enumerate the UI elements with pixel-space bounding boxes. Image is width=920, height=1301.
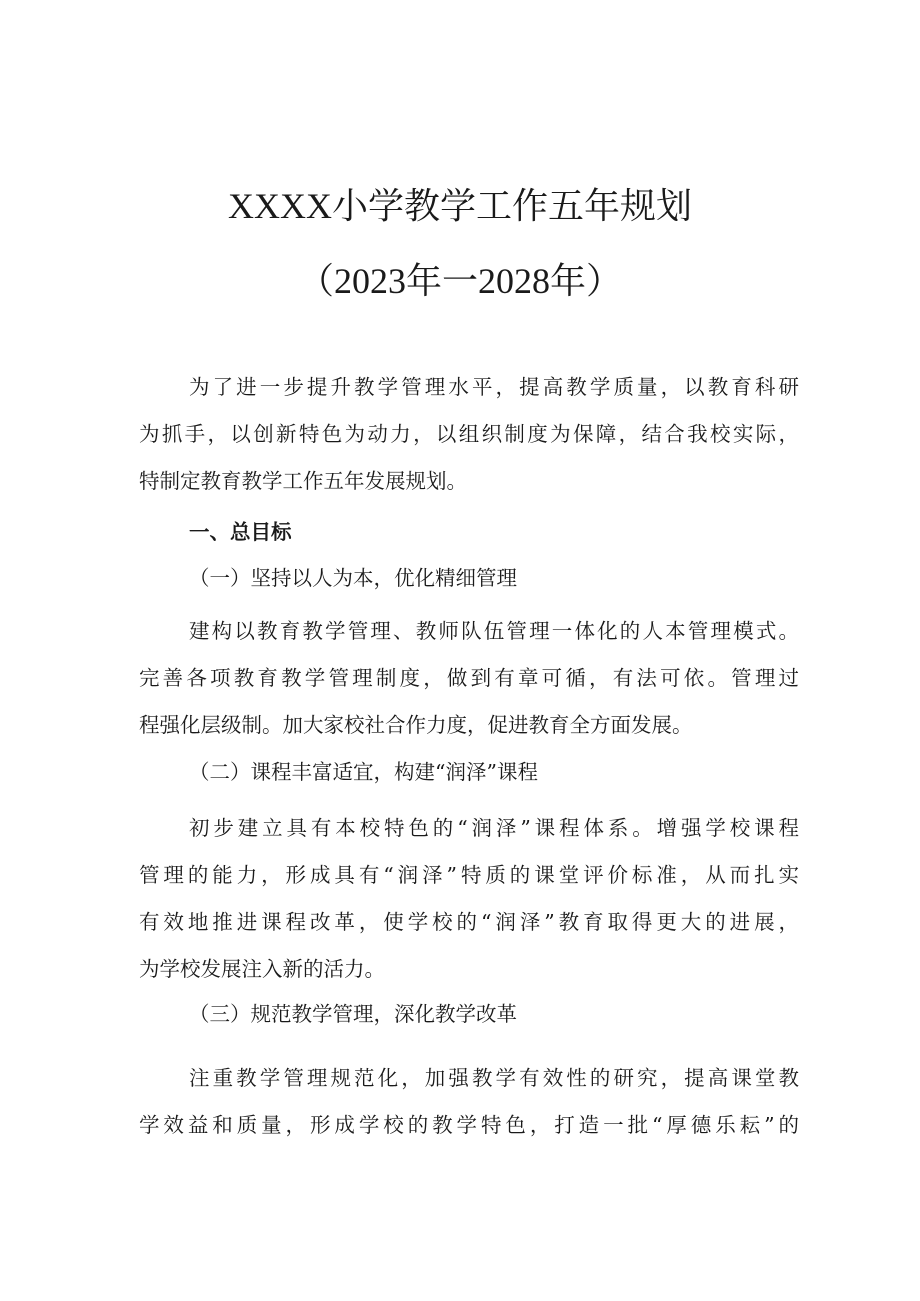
subsection-2-paragraph <box>139 805 799 993</box>
sub2-line-1: 初步建立具有本校特色的“润泽”课程体系。增强学校课程 <box>189 816 799 840</box>
intro-line-1: 为了进一步提升教学管理水平，提高教学质量，以教育科研 <box>189 375 799 399</box>
intro-line-3: 特制定教育教学工作五年发展规划。 <box>139 469 467 493</box>
document-subtitle: （2023年一2028年） <box>297 261 622 301</box>
sub1-line-2: 完善各项教育教学管理制度，做到有章可循，有法可依。管理过 <box>139 666 799 690</box>
intro-paragraph <box>139 364 799 505</box>
subsection-heading-1: （一）坚持以人为本，优化精细管理 <box>189 566 517 590</box>
document-title: XXXX小学教学工作五年规划 <box>228 186 692 226</box>
sub2-line-3: 有效地推进课程改革，使学校的“润泽”教育取得更大的进展， <box>139 910 799 934</box>
sub2-line-4: 为学校发展注入新的活力。 <box>139 957 385 981</box>
intro-line-2: 为抓手，以创新特色为动力，以组织制度为保障，结合我校实际， <box>139 422 799 446</box>
sub1-line-3: 程强化层级制。加大家校社合作力度，促进教育全方面发展。 <box>139 713 693 737</box>
subsection-heading-3: （三）规范教学管理，深化教学改革 <box>189 1002 517 1026</box>
sub2-line-2: 管理的能力，形成具有“润泽”特质的课堂评价标准，从而扎实 <box>139 863 799 887</box>
section-heading-overall-goal: 一、总目标 <box>189 520 292 544</box>
subsection-3-paragraph <box>139 1055 799 1149</box>
sub3-line-1: 注重教学管理规范化，加强教学有效性的研究，提高课堂教 <box>189 1066 799 1090</box>
sub3-line-2: 学效益和质量，形成学校的教学特色，打造一批“厚德乐耘”的 <box>139 1113 799 1137</box>
subsection-heading-2: （二）课程丰富适宜，构建“润泽”课程 <box>189 760 538 784</box>
subsection-1-paragraph <box>139 608 799 749</box>
sub1-line-1: 建构以教育教学管理、教师队伍管理一体化的人本管理模式。 <box>189 619 799 643</box>
